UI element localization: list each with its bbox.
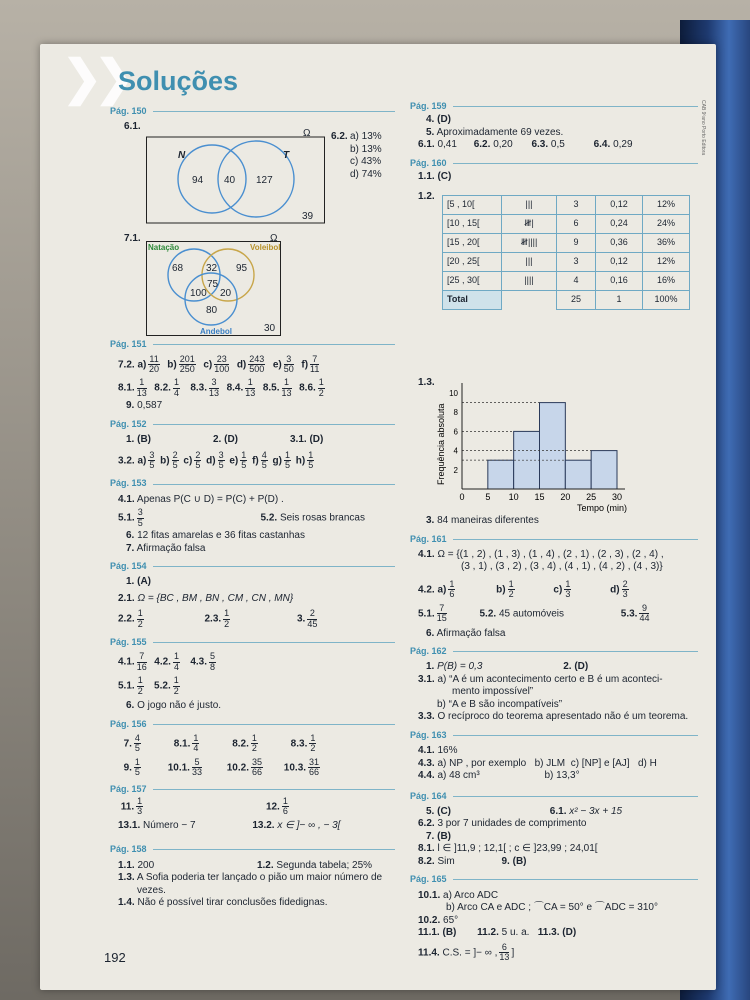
table-row: [10 , 15[ 𝍸| 6 0,24 24%: [443, 215, 690, 234]
table-row: [25 , 30[ |||| 4 0,16 16%: [443, 272, 690, 291]
section-header-p156: Pág. 156: [110, 719, 395, 730]
row-162-3-1c: b) “A e B são incompatíveis”: [437, 698, 563, 710]
p153-block: [110, 494, 395, 555]
row-9: 9. 0,587: [126, 400, 163, 412]
row-165-11-1: 11.1. (B) 11.2. 5 u. a. 11.3. (D): [418, 927, 577, 938]
answer-6-2-c: c) 43%: [350, 156, 382, 168]
frequency-table: [442, 195, 690, 310]
histogram-bar: [565, 460, 591, 489]
row-160-3: 3. 84 maneiras diferentes: [426, 515, 539, 526]
row-163-4-3: 4.3. a) NP , por exemplo b) JLM c) [NP] e [AJ] d) H: [418, 757, 657, 769]
histogram-bar: [540, 403, 566, 489]
histogram-y-tick: 2: [453, 465, 458, 475]
histogram-x-tick: 20: [560, 492, 571, 502]
answer-6-2-d: d) 74%: [350, 168, 382, 180]
label-1-2: 1.2.: [418, 191, 435, 202]
left-column: [110, 106, 395, 910]
section-header-p165: Pág. 165: [410, 874, 698, 885]
section-header-p164: Pág. 164: [410, 791, 698, 802]
section-header-p159: Pág. 159: [410, 101, 698, 112]
row-156-a: 7. $\frac{4}{5}$ 8.1. $\frac{1}{4}$ 8.2. $\frac{1}{2}$ 8.3. $\frac{1}{2}$: [123, 732, 316, 754]
histogram-x-tick: 5: [485, 492, 491, 502]
row-165-11-4: 11.4. C.S. = ]− ∞ , $\frac{6}{13}$ ]: [418, 941, 515, 962]
row-154-2-2: 2.2. $\frac{1}{2}$ 2.3. $\frac{1}{2}$ 3. $\frac{2}{45}$: [118, 608, 318, 629]
p152-block: [110, 434, 395, 470]
row-164-8-2: 8.2. Sim 9. (B): [418, 855, 527, 867]
table-row: [5 , 10[ ||| 3 0,12 12%: [443, 196, 690, 215]
p154-block: [110, 576, 395, 629]
row-161-5: 5.1. $\frac{7}{15}$ 5.2. 45 automóveis 5.3. $\frac{9}{44}$: [418, 602, 650, 624]
label-7-1: 7.1.: [124, 233, 141, 245]
p157-block: [110, 797, 395, 832]
row-163-4-1: 4.1. 16%: [418, 745, 458, 756]
venn2-value-68: 68: [172, 263, 184, 275]
row-153-7: 7. Afirmação falsa: [126, 542, 206, 554]
row-164-5: 5. (C) 6.1. x² − 3x + 15: [426, 805, 623, 817]
venn1-circle-n: [178, 145, 246, 213]
p155-block: [110, 652, 395, 712]
row-155-6: 6. O jogo não é justo.: [126, 700, 222, 712]
row-157-b: 13.1. Número − 7 13.2. x ∈ ]− ∞ , − 3[: [118, 819, 341, 831]
row-156-b: 9. $\frac{1}{5}$ 10.1. $\frac{5}{33}$ 10.2. $\frac{35}{66}$ 10.3. $\frac{31}{66}$: [123, 756, 320, 778]
p160-block: [410, 171, 698, 513]
page-number: 192: [104, 950, 126, 965]
row-161-6: 6. Afirmação falsa: [426, 627, 506, 639]
side-credit: CAB 9ºano Porto Editora: [700, 100, 706, 156]
row-162-1: 1. P(B) = 0,3 2. (D): [426, 661, 589, 673]
row-153-6: 6. 12 fitas amarelas e 36 fitas castanhas: [126, 530, 305, 541]
venn-diagram-nt: [146, 127, 326, 225]
row-164-7: 7. (B): [426, 830, 452, 842]
row-161-4-1: 4.1. Ω = {(1 , 2) , (1 , 3) , (1 , 4) , (2 , 1) , (2 , 3) , (2 , 4) ,: [418, 548, 664, 560]
row-158-1-4: 1.4. Não é possível tirar conclusões fidedignas.: [118, 897, 328, 908]
histogram-y-tick: 8: [453, 408, 458, 418]
answer-6-2-b: b) 13%: [350, 143, 382, 155]
section-header-p163: Pág. 163: [410, 730, 698, 741]
section-header-p162: Pág. 162: [410, 646, 698, 657]
row-164-8-1: 8.1. l ∈ ]11,9 ; 12,1[ ; c ∈ ]23,99 ; 24,01[: [418, 843, 598, 855]
venn2-value-32: 32: [206, 263, 218, 275]
row-158-1-3: 1.3. A Sofia poderia ter lançado o pião um maior número de: [118, 872, 383, 883]
venn1-label-t: T: [283, 150, 290, 162]
table-total-row: Total 25 1 100%: [443, 291, 690, 310]
label-1-3: 1.3.: [418, 377, 435, 388]
p162-block: [410, 661, 698, 724]
venn1-value-b: 40: [224, 175, 236, 187]
row-164-6-2: 6.2. 3 por 7 unidades de comprimento: [418, 818, 587, 830]
p156-block: [110, 734, 395, 778]
p150-block: [110, 117, 395, 339]
section-header-p154: Pág. 154: [110, 561, 395, 572]
p164-block: [410, 806, 698, 869]
p151-block: [110, 355, 395, 413]
histogram-x-tick: 25: [586, 492, 597, 502]
row-7-2: 7.2. a) $\frac{11}{20}$ b) $\frac{201}{250}$ c) $\frac{23}{100}$ d) $\frac{243}{500}$ e) $\frac{3}{50}$ f) $\frac{7}{11}$: [118, 353, 320, 374]
venn2-label-natacao: Natação: [148, 243, 180, 253]
row-153-4-1: 4.1. Apenas P(C ∪ D) = P(C) + P(D) .: [118, 493, 284, 505]
right-column: [410, 101, 698, 962]
histogram-bar: [488, 460, 514, 489]
histogram-x-label: Tempo (min): [577, 503, 628, 513]
venn2-label-voleibol: Voleibol: [250, 243, 281, 253]
page-title: Soluções: [118, 66, 239, 96]
row-154-2-1: 2.1. Ω = {BC , BM , BN , CM , CN , MN}: [118, 592, 294, 604]
histogram-bar: [591, 451, 617, 489]
histogram-x-tick: 10: [508, 492, 519, 502]
row-165-10-1: 10.1. a) Arco ADC: [418, 889, 499, 901]
venn2-value-95: 95: [236, 263, 248, 275]
venn2-value-outside: 30: [264, 323, 276, 335]
p161-block: [410, 549, 698, 640]
row-159-4: 4. (D): [426, 114, 452, 126]
row-163-4-4: 4.4. a) 48 cm³ b) 13,3°: [418, 770, 580, 781]
row-162-3-1: 3.1. a) “A é um acontecimento certo e B é um aconteci-: [418, 673, 663, 685]
row-160-1-1: 1.1. (C): [418, 171, 452, 182]
answers-6-2: [350, 131, 382, 181]
histogram-y-tick: 10: [449, 389, 458, 398]
row-157-a: 11. $\frac{1}{3}$ 12. $\frac{1}{6}$: [120, 795, 288, 817]
p165-block: [410, 890, 698, 963]
p163-block: [410, 745, 698, 783]
row-153-5: 5.1. $\frac{3}{5}$ 5.2. Seis rosas brancas: [118, 507, 365, 528]
row-159-5: 5. Aproximadamente 69 vezes.: [426, 126, 564, 138]
venn2-value-75: 75: [207, 279, 219, 291]
row-165-10-2: 10.2. 65°: [418, 914, 459, 926]
section-header-p157: Pág. 157: [110, 784, 395, 795]
venn1-universe: [147, 137, 325, 223]
section-header-p152: Pág. 152: [110, 419, 395, 430]
row-3-2: 3.2. a) $\frac{3}{5}$ b) $\frac{2}{5}$ c) $\frac{2}{5}$ d) $\frac{3}{5}$ e) $\frac{1}{5}$ f) $\frac{4}{5}$ g) $\frac{1}{5}$ h) $\frac{1}{5}$: [118, 449, 314, 470]
histogram-y-tick: 4: [453, 446, 458, 456]
histogram-x-tick: 30: [611, 492, 623, 502]
label-6-1: 6.1.: [124, 121, 141, 133]
section-header-p160: Pág. 160: [410, 158, 698, 169]
p158-block: [110, 860, 395, 910]
row-152-1: 1. (B) 2. (D) 3.1. (D): [126, 434, 324, 445]
p159-block: [410, 114, 698, 152]
table-row: [15 , 20[ 𝍸|||| 9 0,36 36%: [443, 234, 690, 253]
row-162-3-3: 3.3. O recíproco do teorema apresentado não é um teorema.: [418, 711, 689, 723]
venn2-label-andebol: Andebol: [200, 327, 232, 337]
row-159-6: 6.1. 0,41 6.2. 0,20 6.3. 0,5 6.4. 0,29: [418, 139, 633, 151]
section-header-p153: Pág. 153: [110, 478, 395, 489]
row-155-4: 4.1. $\frac{7}{16}$ 4.2. $\frac{1}{4}$ 4.3. $\frac{5}{8}$: [118, 651, 216, 672]
row-165-10-1b: b) Arco CA e ADC ; ⌒CA = 50° e ⌒ADC = 310°: [446, 902, 658, 913]
section-header-p158: Pág. 158: [110, 844, 395, 855]
section-header-p150: Pág. 150: [110, 106, 395, 117]
row-158-1-1: 1.1. 200 1.2. Segunda tabela; 25%: [118, 859, 373, 871]
row-154-1: 1. (A): [126, 576, 152, 588]
omega-symbol-2: Ω: [270, 233, 278, 245]
row-162-3-1b: mento impossível”: [452, 686, 534, 698]
venn2-value-100: 100: [190, 288, 207, 300]
venn2-value-20: 20: [220, 288, 232, 300]
histogram-x-tick: 0: [459, 492, 465, 502]
histogram-y-tick: 6: [453, 427, 458, 437]
label-6-2: 6.2.: [331, 131, 348, 143]
omega-symbol: Ω: [303, 128, 311, 140]
answer-6-2-a: a) 13%: [350, 131, 382, 143]
row-158-1-3b: vezes.: [137, 884, 166, 896]
chevron-decoration-icon: ❯❯: [62, 52, 127, 105]
row-161-4-2: 4.2. a) $\frac{1}{6}$ b) $\frac{1}{2}$ c) $\frac{1}{3}$ d) $\frac{2}{3}$: [418, 578, 628, 600]
row-8: 8.1. $\frac{1}{13}$ 8.2. $\frac{1}{4}$ 8.3. $\frac{3}{13}$ 8.4. $\frac{1}{13}$ 8.5. $\frac{1}{13}$ 8.6. $\frac{1}{2}$: [118, 377, 324, 398]
row-155-5: 5.1. $\frac{1}{2}$ 5.2. $\frac{1}{2}$: [118, 675, 179, 696]
venn1-label-n: N: [178, 150, 186, 162]
venn1-value-outside: 39: [302, 211, 314, 223]
row-161-4-1b: (3 , 1) , (3 , 2) , (3 , 4) , (4 , 1) , (4 , 2) , (4 , 3)}: [461, 561, 663, 573]
histogram-x-tick: 15: [534, 492, 545, 502]
venn1-value-c: 127: [256, 175, 273, 187]
venn2-value-80: 80: [206, 305, 218, 317]
table-row: [20 , 25[ ||| 3 0,12 12%: [443, 253, 690, 272]
histogram-chart: [432, 377, 632, 519]
venn1-value-a: 94: [192, 175, 204, 187]
histogram-y-label: Frequência absoluta: [436, 403, 446, 485]
section-header-p151: Pág. 151: [110, 339, 395, 350]
section-header-p155: Pág. 155: [110, 637, 395, 648]
section-header-p161: Pág. 161: [410, 534, 698, 545]
